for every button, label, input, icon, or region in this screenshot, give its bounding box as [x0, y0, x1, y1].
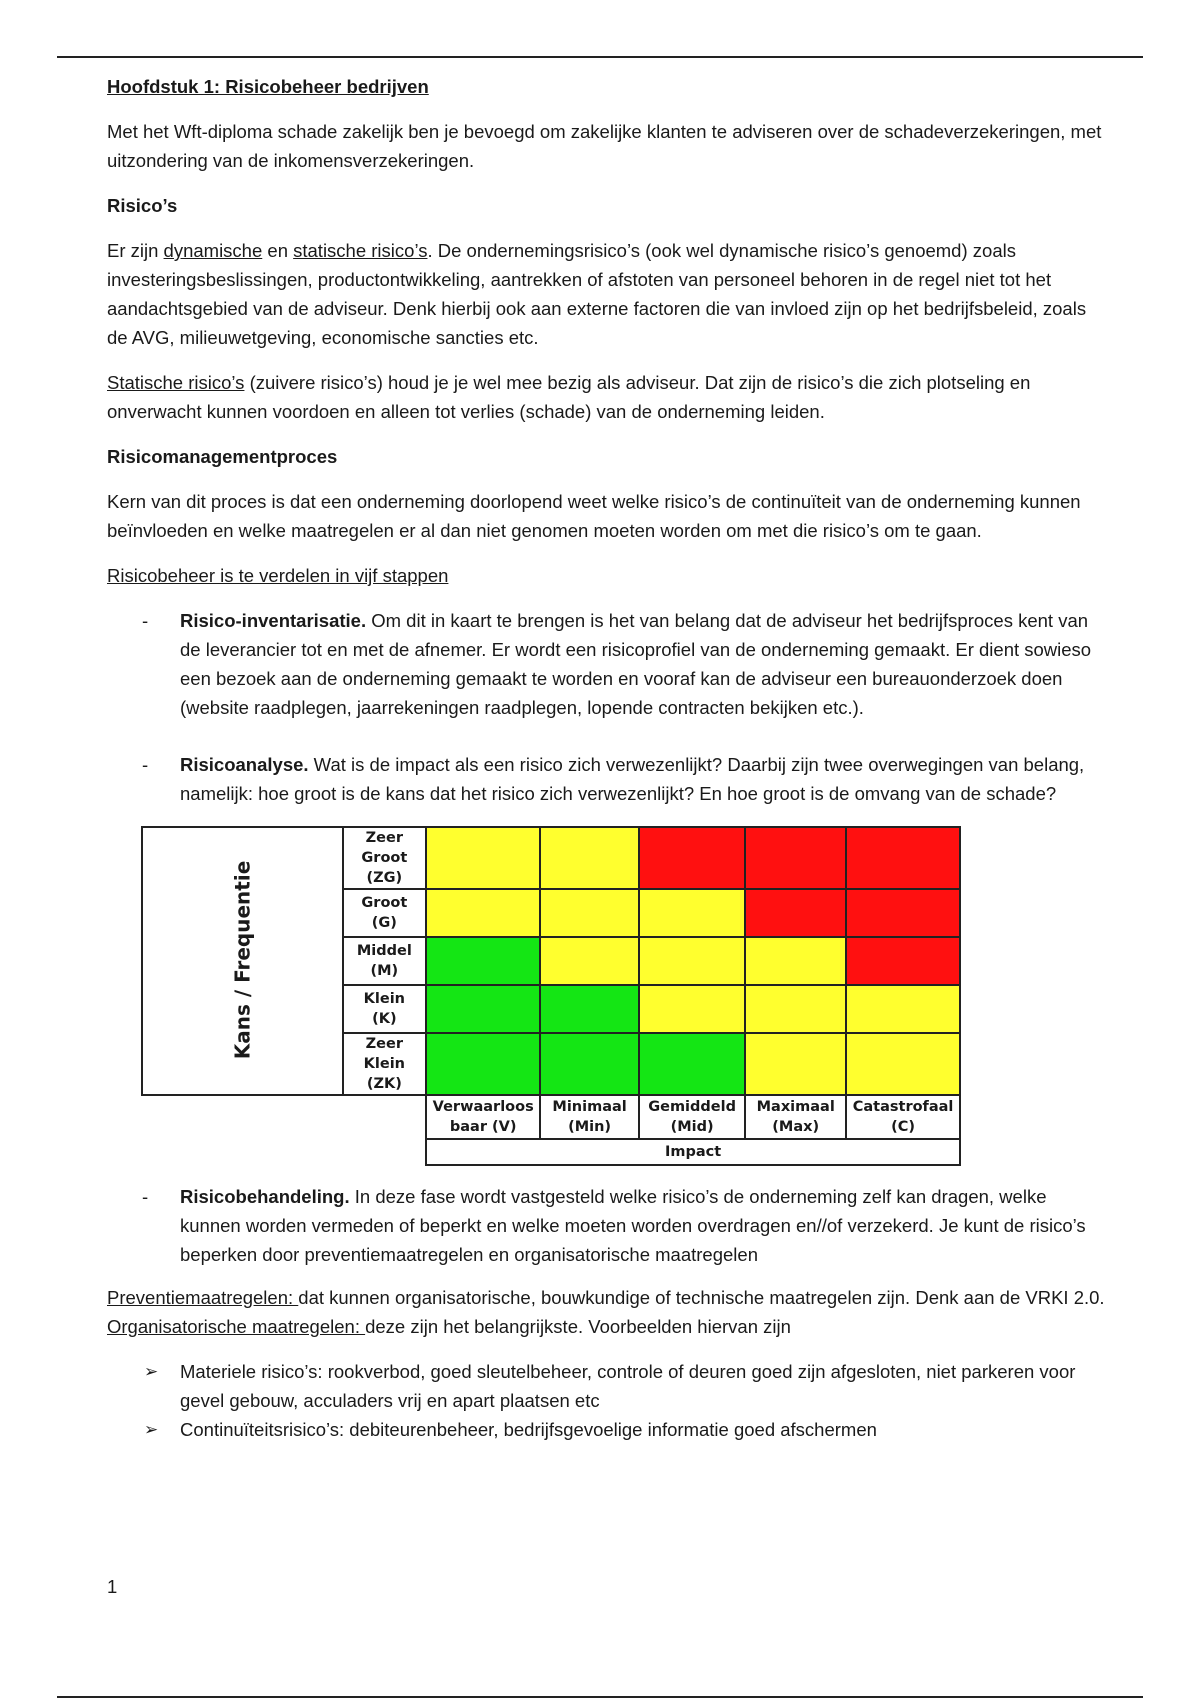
preventie-paragraph — [107, 1283, 1107, 1341]
steps-subheading: Risicobeheer is te verdelen in vijf stappen — [107, 565, 449, 586]
step-item — [107, 1182, 1107, 1269]
steps-list-continued — [107, 1182, 1107, 1269]
column-label-line-2: (Max) — [772, 1119, 820, 1135]
arrow-bullet-icon: ➢ — [144, 1362, 159, 1381]
step-title: Risicoanalyse. — [180, 754, 309, 775]
step-text: Om dit in kaart te brengen is het van belang dat de adviseur het bedrijfsproces kent van de leverancier tot en met de afnemer. Er wordt een risicoprofiel van de onderneming gemaakt. Er dient sowieso een bezoek aan de onderneming gemaakt te worden en vooraf kan de adviseur een bureauonderzoek doen (website raadplegen, jaarrekeningen raadplegen, lopende contracten bekijken etc.). — [180, 610, 1092, 718]
matrix-cell — [540, 827, 639, 889]
text-run: . De ondernemingsrisico’s (ook wel dynamische risico’s genoemd) zoals investeringsbeslissingen, productontwikkeling, aantrekken of afstoten van personeel behoren in de regel niet tot het aandachtsgebied van de adviseur. Denk hierbij ook aan externe factoren die van invloed zijn op het bedrijfsbeleid, zoals de AVG, milieuwetgeving, economische sancties etc. — [107, 240, 1087, 348]
matrix-cell — [846, 889, 960, 937]
text-run: Er zijn — [107, 240, 164, 261]
matrix-cell — [846, 1033, 960, 1095]
matrix-cell — [745, 1033, 846, 1095]
text-run: dat kunnen organisatorische, bouwkundige of technische maatregelen zijn. Denk aan de VRKI 2.0. — [298, 1287, 1105, 1308]
step-item — [107, 750, 1107, 808]
text-run: en — [262, 240, 294, 261]
matrix-cell — [745, 985, 846, 1033]
matrix-cell — [426, 889, 540, 937]
column-label-line-1: Maximaal — [756, 1099, 835, 1115]
step-item — [107, 606, 1107, 722]
link-statische-risicos-2: Statische risico’s — [107, 372, 245, 393]
row-label — [343, 985, 427, 1033]
step-title: Risico-inventarisatie. — [180, 610, 367, 631]
matrix-cell — [846, 827, 960, 889]
matrix-cell — [745, 937, 846, 985]
y-axis-label-text: Kans / Frequentie — [230, 860, 255, 1059]
matrix-cell — [426, 1033, 540, 1095]
arrow-bullet-icon: ➢ — [144, 1420, 159, 1439]
x-axis-row — [142, 1139, 960, 1165]
column-label-line-2: (Min) — [568, 1119, 612, 1135]
row-label-line-1: Zeer Klein — [363, 1036, 406, 1072]
column-label-line-1: Gemiddeld — [648, 1099, 736, 1115]
bullet-dash: - — [142, 1186, 149, 1207]
row-label-line-1: Klein — [363, 991, 406, 1007]
y-axis-label — [142, 827, 343, 1095]
steps-list — [107, 606, 1107, 808]
row-label-line-2: (G) — [371, 915, 397, 931]
column-label — [639, 1095, 745, 1139]
matrix-cell — [639, 827, 745, 889]
matrix-cell — [846, 985, 960, 1033]
row-label-line-2: (M) — [370, 963, 399, 979]
example-text: Continuïteitsrisico’s: debiteurenbeheer, bedrijfsgevoelige informatie goed afschermen — [180, 1419, 877, 1440]
page-number: 1 — [107, 1576, 118, 1597]
matrix-cell — [745, 889, 846, 937]
risk-matrix — [141, 826, 961, 1160]
row-label-line-2: (ZG) — [366, 870, 403, 886]
blank-corner — [142, 1139, 426, 1165]
step-text: In deze fase wordt vastgesteld welke risico’s de onderneming zelf kan dragen, welke kunnen worden vermeden of beperkt en welke moeten worden overdragen en//of verzekerd. Je kunt de risico’s beperken door preventiemaatregelen en organisatorische maatregelen — [180, 1186, 1086, 1265]
row-label-line-2: (K) — [372, 1011, 397, 1027]
chapter-heading: Hoofdstuk 1: Risicobeheer bedrijven — [107, 76, 429, 97]
matrix-cell — [846, 937, 960, 985]
column-label-line-2: baar (V) — [449, 1119, 517, 1135]
blank-corner — [142, 1095, 426, 1139]
column-label-line-2: (C) — [891, 1119, 916, 1135]
matrix-cell — [745, 827, 846, 889]
matrix-cell — [639, 937, 745, 985]
x-axis-label: Impact — [426, 1139, 960, 1165]
row-label — [343, 827, 427, 889]
column-label-line-2: (Mid) — [670, 1119, 714, 1135]
risk-matrix-table — [141, 826, 961, 1166]
matrix-cell — [639, 985, 745, 1033]
link-statische-risicos: statische risico’s — [293, 240, 428, 261]
row-label-line-1: Zeer Groot — [361, 830, 408, 866]
row-label-line-2: (ZK) — [366, 1076, 402, 1092]
section-title-risicos: Risico’s — [107, 195, 178, 216]
column-label-line-1: Catastrofaal — [852, 1099, 954, 1115]
example-text: Materiele risico’s: rookverbod, goed sleutelbeheer, controle of deuren goed zijn afgesloten, niet parkeren voor gevel gebouw, acculaders vrij en apart plaatsen etc — [180, 1361, 1076, 1411]
matrix-cell — [639, 1033, 745, 1095]
matrix-cell — [540, 937, 639, 985]
column-label — [426, 1095, 540, 1139]
column-label-line-1: Verwaarloos — [432, 1099, 534, 1115]
text-run: (zuivere risico’s) houd je je wel mee bezig als adviseur. Dat zijn de risico’s die zich plotseling en onverwacht kunnen voordoen en alleen tot verlies (schade) van de onderneming leiden. — [107, 372, 1031, 422]
row-label — [343, 937, 427, 985]
header-rule — [57, 56, 1143, 58]
example-item — [107, 1415, 1107, 1444]
column-label — [540, 1095, 639, 1139]
step-text: Wat is de impact als een risico zich verwezenlijkt? Daarbij zijn twee overwegingen van belang, namelijk: hoe groot is de kans dat het risico zich verwezenlijkt? En hoe groot is de omvang van de schade? — [180, 754, 1085, 804]
matrix-cell — [426, 937, 540, 985]
matrix-cell — [426, 985, 540, 1033]
matrix-cell — [540, 985, 639, 1033]
matrix-cell — [540, 1033, 639, 1095]
matrix-cell — [540, 889, 639, 937]
text-run: deze zijn het belangrijkste. Voorbeelden hiervan zijn — [365, 1316, 791, 1337]
column-label-line-1: Minimaal — [552, 1099, 627, 1115]
bullet-dash: - — [142, 754, 149, 775]
examples-list — [107, 1357, 1107, 1444]
link-dynamische: dynamische — [163, 240, 263, 261]
row-label-line-1: Groot — [361, 895, 408, 911]
proces-paragraph: Kern van dit proces is dat een onderneming doorlopend weet welke risico’s de continuïteit van de onderneming kunnen beïnvloeden en welke maatregelen er al dan niet genomen moeten worden om met die risico’s om te gaan. — [107, 491, 1081, 541]
risicos-paragraph-2 — [107, 368, 1107, 426]
bullet-dash: - — [142, 610, 149, 631]
intro-paragraph: Met het Wft-diploma schade zakelijk ben je bevoegd om zakelijke klanten te adviseren over de schadeverzekeringen, met uitzondering van de inkomensverzekeringen. — [107, 121, 1102, 171]
matrix-cell — [426, 827, 540, 889]
matrix-row — [142, 827, 960, 889]
link-preventiemaatregelen: Preventiemaatregelen: — [107, 1287, 299, 1308]
column-labels-row — [142, 1095, 960, 1139]
column-label — [846, 1095, 960, 1139]
column-label — [745, 1095, 846, 1139]
row-label — [343, 1033, 427, 1095]
row-label — [343, 889, 427, 937]
link-organisatorische-maatregelen: Organisatorische maatregelen: — [107, 1316, 366, 1337]
row-label-line-1: Middel — [356, 943, 412, 959]
step-title: Risicobehandeling. — [180, 1186, 350, 1207]
example-item — [107, 1357, 1107, 1415]
page-content — [107, 72, 1107, 1458]
risicos-paragraph-1 — [107, 236, 1107, 352]
footer-rule — [57, 1696, 1143, 1698]
matrix-cell — [639, 889, 745, 937]
section-title-proces: Risicomanagementproces — [107, 446, 338, 467]
